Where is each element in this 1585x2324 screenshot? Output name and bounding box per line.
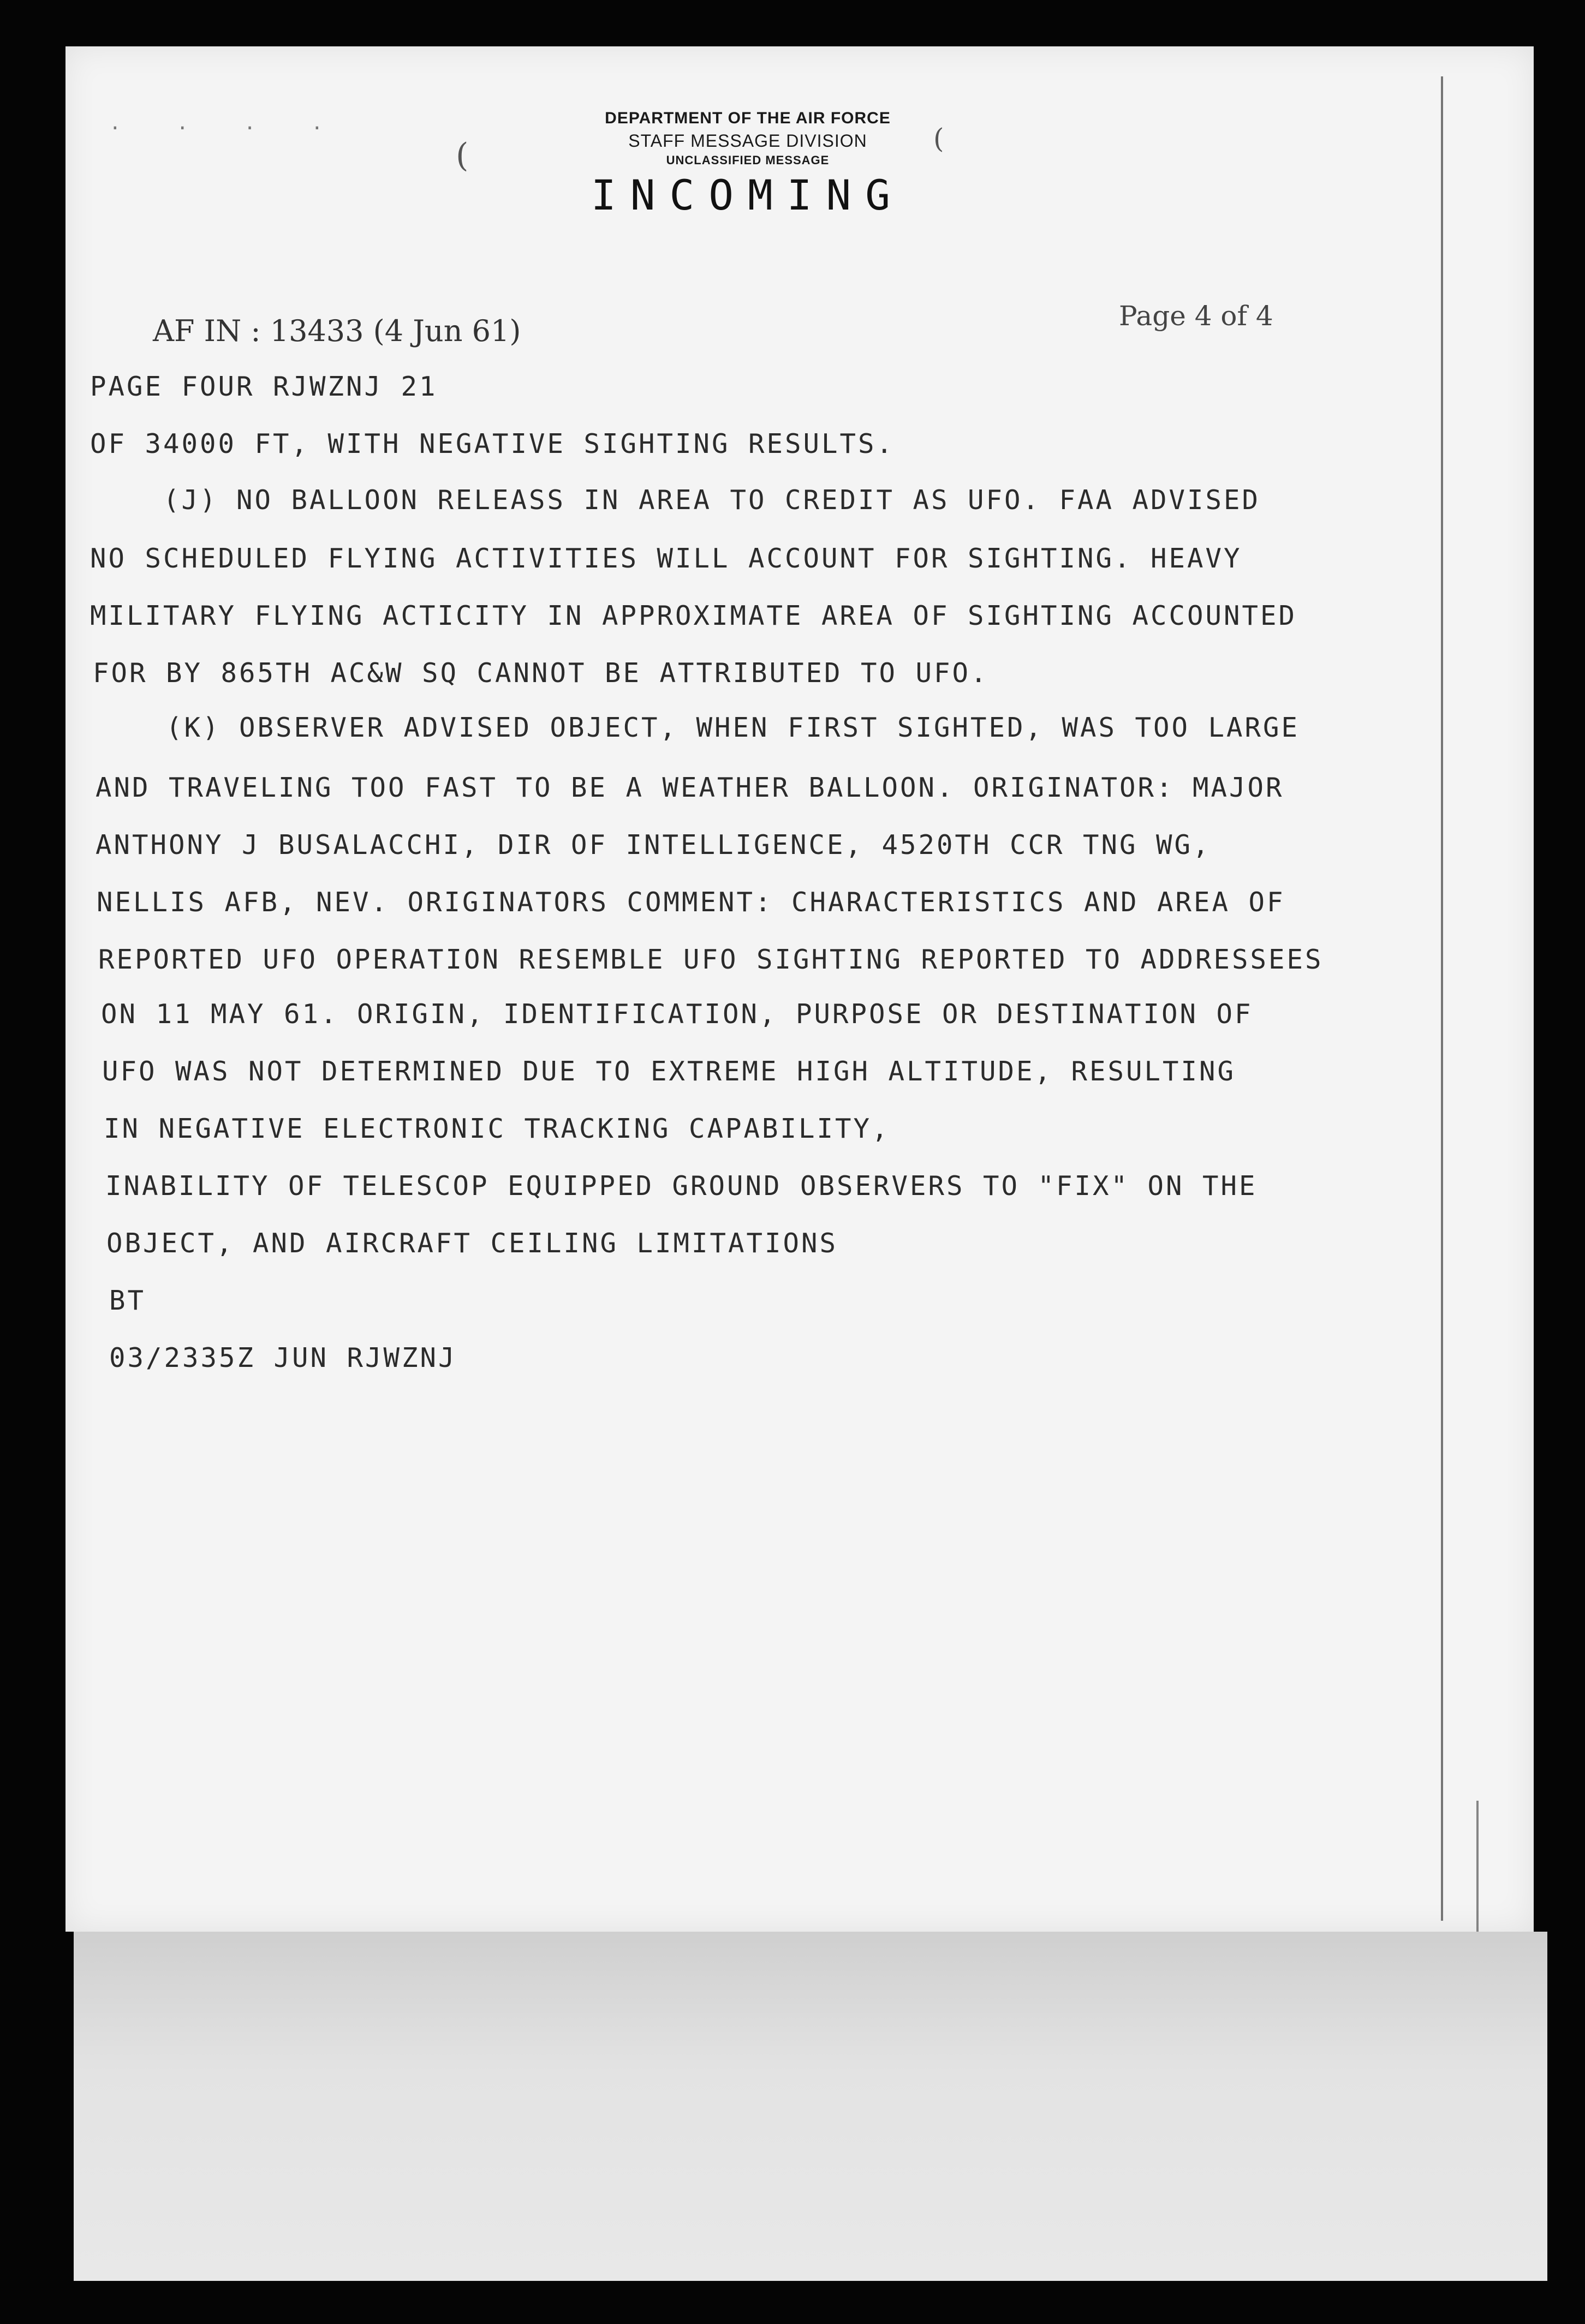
message-line: OF 34000 FT, WITH NEGATIVE SIGHTING RESULTS. <box>90 428 895 459</box>
message-line: OBJECT, AND AIRCRAFT CEILING LIMITATIONS <box>106 1228 838 1259</box>
message-header <box>573 109 922 219</box>
message-line: ON 11 MAY 61. ORIGIN, IDENTIFICATION, PURPOSE OR DESTINATION OF <box>101 999 1253 1030</box>
message-line: BT <box>109 1285 146 1316</box>
page-edge-line <box>1441 76 1443 1921</box>
message-line: NO SCHEDULED FLYING ACTIVITIES WILL ACCOUNT FOR SIGHTING. HEAVY <box>90 543 1242 574</box>
message-line: AND TRAVELING TOO FAST TO BE A WEATHER BALLOON. ORIGINATOR: MAJOR <box>96 772 1284 803</box>
message-line: INABILITY OF TELESCOP EQUIPPED GROUND OBSERVERS TO "FIX" ON THE <box>105 1170 1258 1202</box>
message-line: MILITARY FLYING ACTICITY IN APPROXIMATE AREA OF SIGHTING ACCOUNTED <box>90 600 1297 631</box>
message-line: UFO WAS NOT DETERMINED DUE TO EXTREME HIGH ALTITUDE, RESULTING <box>102 1056 1236 1087</box>
classification-label: UNCLASSIFIED MESSAGE <box>666 153 830 167</box>
department-title: DEPARTMENT OF THE AIR FORCE <box>605 109 891 127</box>
decorative-specks: · · · · <box>109 117 345 140</box>
message-line: FOR BY 865TH AC&W SQ CANNOT BE ATTRIBUTED TO UFO. <box>93 658 989 689</box>
page-indicator: Page 4 of 4 <box>1119 300 1273 332</box>
message-line: PAGE FOUR RJWZNJ 21 <box>90 371 438 402</box>
message-line: ANTHONY J BUSALACCHI, DIR OF INTELLIGENCE, 4520TH CCR TNG WG, <box>96 829 1211 861</box>
message-line: NELLIS AFB, NEV. ORIGINATORS COMMENT: CHARACTERISTICS AND AREA OF <box>97 887 1285 918</box>
underlay-sheet <box>74 1932 1547 2281</box>
decorative-paren: ( <box>933 123 944 154</box>
message-line: (J) NO BALLOON RELEASS IN AREA TO CREDIT AS UFO. FAA ADVISED <box>90 485 1261 516</box>
decorative-paren: ( <box>456 136 469 175</box>
message-line: IN NEGATIVE ELECTRONIC TRACKING CAPABILITY, <box>104 1113 890 1144</box>
message-line: 03/2335Z JUN RJWZNJ <box>109 1342 457 1373</box>
message-line: (K) OBSERVER ADVISED OBJECT, WHEN FIRST SIGHTED, WAS TOO LARGE <box>93 712 1300 743</box>
division-title: STAFF MESSAGE DIVISION <box>628 131 867 151</box>
message-line: REPORTED UFO OPERATION RESEMBLE UFO SIGHTING REPORTED TO ADDRESSEES <box>98 944 1324 975</box>
page-edge-line-lower <box>1476 1801 1479 1932</box>
af-in-reference: AF IN : 13433 (4 Jun 61) <box>153 314 521 348</box>
direction-label: INCOMING <box>591 171 905 219</box>
